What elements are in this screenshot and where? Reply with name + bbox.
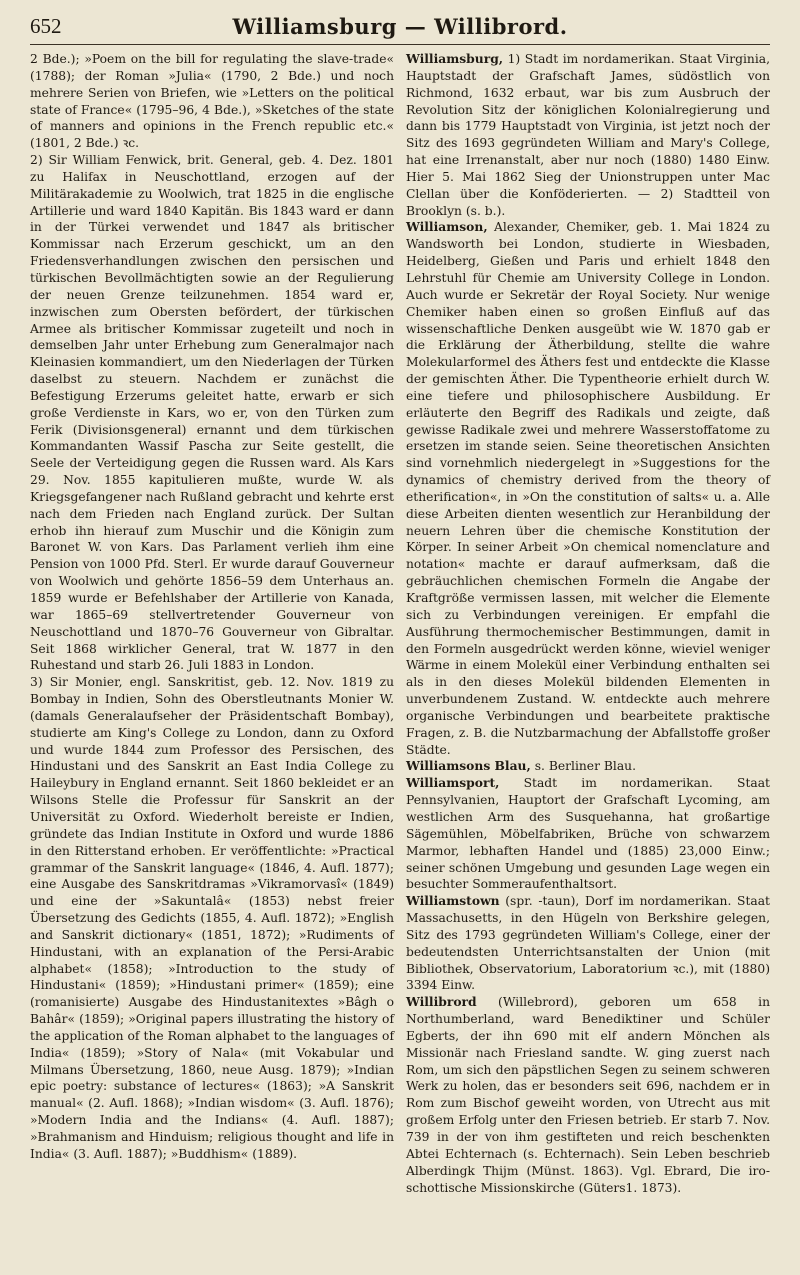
page-header — [30, 14, 770, 45]
entry-text: s. Berliner Blau. — [530, 759, 637, 774]
dictionary-entry — [406, 893, 770, 994]
entry-headword: Williamson, — [406, 219, 488, 235]
entry-headword: Williamsport, — [406, 775, 500, 791]
entry-headword: Williamsburg, — [406, 51, 504, 66]
entry-headword: Williamsons Blau, — [406, 758, 531, 774]
entry-headword: Williamstown — [406, 893, 500, 909]
dictionary-entry — [406, 219, 770, 758]
entry-headword: Willibrord — [406, 994, 477, 1010]
entry-text: Alexander, Chemiker, geb. 1. Mai 1824 zu Wandsworth bei London, studierte in Wiesbaden, Heidelberg, Gießen und Paris und erhielt 1848 den Lehrstuhl für Chemie am University College in London. Auch wurde er Sekretär der Royal Society. Nur wenige Chemiker haben einen so großen Einfluß auf das wissenschaftliche Denken ausgeübt wie W. 1870 gab er die Erklärung der Ätherbildung, stellte die wahre Molekularformel des Äthers fest und entdeckte die Klasse der gemischten Äther. Die Typentheorie erhielt durch W. eine tiefere und philosophischere Ausbildung. Er erläuterte den Begriff des Radikals und zeigte, daß gewisse Radikale zwei und mehrere Wasserstoffatome zu ersetzen im stande seien. Seine theoretischen Ansichten sind vornehmlich niedergelegt in »Suggestions for the dynamics of chemistry derived from the theory of etherification«, in »On the constitution of salts« u. a. Alle diese Arbeiten dienten wesentlich zur Heranbildung der neuern Lehren über die chemische Konstitution der Körper. In seiner Arbeit »On chemical nomenclature and notation« machte er darauf aufmerksam, daß die gebräuchlichen chemischen Formeln die Angabe der Kraftgröße vermissen lassen, mit welcher die Elemente sich zu Verbindungen vereinigen. Er empfahl die Ausführung thermochemischer Bestimmungen, damit in den Formeln ausgedrückt werden könne, wieviel weniger Wärme in einem Molekül einer Verbindung enthalten sei als in den dieses Molekül bildenden Elementen in unverbundenem Zustand. W. entdeckte auch mehrere organische Verbindungen und bearbeitete praktische Fragen, z. B. die Nutzbarmachung der Abfallstoffe großer Städte. — [406, 220, 770, 757]
dictionary-entry — [406, 51, 770, 219]
page-number: 652 — [30, 14, 62, 38]
left-column — [30, 51, 394, 1196]
entry-text: (Willebrord), geboren um 658 in Northumberland, ward Benediktiner und Schüler Egberts, der ihn 690 mit elf andern Mönchen als Missionär nach Friesland sandte. W. ging zuerst nach Rom, um sich den päpstlichen Segen zu seinem schweren Werk zu holen, das er besonders seit 696, nachdem er in Rom zum Bischof geweiht worden, von Utrecht aus mit großem Erfolg unter den Friesen betrieb. Er starb 7. Nov. 739 in der von ihm gestifteten und reich beschenkten Abtei Echternach (s. Echternach). Sein Leben beschrieb Alberdingk Thijm (Münst. 1863). Vgl. Ebrard, Die iro-schottische Missionskirche (Güters1. 1873). — [406, 995, 770, 1195]
entry-text: (spr. -taun), Dorf im nordamerikan. Staat Massachusetts, in den Hügeln von Berkshire gelegen, Sitz des 1793 gegründeten William's College, einer der bedeutendsten Unterrichtsanstalten der Union (mit Bibliothek, Observatorium, Laboratorium ꝛc.), mit (1880) 3394 Einw. — [406, 894, 770, 993]
entry-text: Stadt im nordamerikan. Staat Pennsylvanien, Hauptort der Grafschaft Lycoming, am westlichen Arm des Susquehanna, hat großartige Sägemühlen, Möbelfabriken, Brüche von schwarzem Marmor, lebhaften Handel und (1885) 23,000 Einw.; seiner schönen Umgebung und gesunden Lage wegen ein besuchter Sommeraufenthaltsort. — [406, 776, 770, 892]
entry-paragraph: 3) Sir Monier, engl. Sanskritist, geb. 12. Nov. 1819 zu Bombay in Indien, Sohn des Oberstleutnants Monier W. (damals Generalaufseher der Präsidentschaft Bombay), studierte am King's College zu London, dann zu Oxford und wurde 1844 zum Professor des Persischen, des Hindustani und des Sanskrit an East India College zu Haileybury in England ernannt. Seit 1860 bekleidet er an Wilsons Stelle die Professur für Sanskrit an der Universität zu Oxford. Wiederholt bereiste er Indien, gründete das Indian Institute in Oxford und wurde 1886 in den Ritterstand erhoben. Er veröffentlichte: »Practical grammar of the Sanskrit language« (1846, 4. Aufl. 1877); eine Ausgabe des Sanskritdramas »Vikramorvasî« (1849) und eine der »Sakuntalâ« (1853) nebst freier Übersetzung des Gedichts (1855, 4. Aufl. 1872); »English and Sanskrit dictionary« (1851, 1872); »Rudiments of Hindustani, with an explanation of the Persi-Arabic alphabet« (1858); »Introduction to the study of Hindustani« (1859); »Hindustani primer« (1859); eine (romanisierte) Ausgabe des Hindustanitextes »Bâgh o Bahâr« (1859); »Original papers illustrating the history of the application of the Roman alphabet to the languages of India« (1859); »Story of Nala« (mit Vokabular und Milmans Übersetzung, 1860, neue Ausg. 1879); »Indian epic poetry: substance of lectures« (1863); »A Sanskrit manual« (2. Aufl. 1868); »Indian wisdom« (3. Aufl. 1876); »Modern India and the Indians« (4. Aufl. 1887); »Brahmanism and Hinduism; religious thought and life in India« (3. Aufl. 1887); »Buddhism« (1889). — [30, 675, 394, 1161]
dictionary-entry — [406, 994, 770, 1196]
dictionary-entry — [406, 758, 770, 775]
right-column — [406, 51, 770, 1196]
entry-text: 1) Stadt im nordamerikan. Staat Virginia, Hauptstadt der Grafschaft James, südöstlich von Richmond, 1632 erbaut, war bis zum Ausbruch der Revolution Sitz der königlichen Kolonialregierung und dann bis 1779 Hauptstadt von Virginia, ist jetzt noch der Sitz des 1693 gegründeten William and Mary's College, hat eine Irrenanstalt, aber nur noch (1880) 1480 Einw. Hier 5. Mai 1862 Sieg der Unionstruppen unter Mac Clellan über die Konföderierten. — 2) Stadtteil von Brooklyn (s. b.). — [406, 52, 770, 218]
dictionary-entry — [406, 775, 770, 893]
running-head: Williamsburg — Willibrord. — [232, 14, 568, 39]
entry-paragraph: 2 Bde.); »Poem on the bill for regulating the slave-trade« (1788); der Roman »Julia« (1790, 2 Bde.) und noch mehrere Serien von Briefen, wie »Letters on the political state of France« (1795–96, 4 Bde.), »Sketches of the state of manners and opinions in the French republic etc.« (1801, 2 Bde.) ꝛc. — [30, 52, 394, 151]
text-columns — [30, 51, 770, 1196]
entry-paragraph: 2) Sir William Fenwick, brit. General, geb. 4. Dez. 1801 zu Halifax in Neuschottland, erzogen auf der Militärakademie zu Woolwich, trat 1825 in die englische Artillerie und ward 1840 Kapitän. Bis 1843 ward er dann in der Türkei verwendet und 1847 als britischer Kommissar nach Erzerum geschickt, um an den Friedensverhandlungen zwischen den persischen und türkischen Bevollmächtigten sowie an der Regulierung der neuen Grenze teilzunehmen. 1854 ward er, inzwischen zum Obersten befördert, der türkischen Armee als britischer Kommissar zugeteilt und noch in demselben Jahr unter Erhebung zum Generalmajor nach Kleinasien kommandiert, um den Niederlagen der Türken daselbst zu steuern. Nachdem er zunächst die Befestigung Erzerums geleitet hatte, erwarb er sich große Verdienste in Kars, wo er, von den Türken zum Ferik (Divisionsgeneral) ernannt und dem türkischen Kommandanten Wassif Pascha zur Seite gestellt, die Seele der Verteidigung gegen die Russen ward. Als Kars 29. Nov. 1855 kapitulieren mußte, wurde W. als Kriegsgefangener nach Rußland gebracht und kehrte erst nach dem Frieden nach England zurück. Der Sultan erhob ihn hierauf zum Muschir und die Königin zum Baronet W. von Kars. Das Parlament verlieh ihm eine Pension von 1000 Pfd. Sterl. Er wurde darauf Gouverneur von Woolwich und gehörte 1856–59 dem Unterhaus an. 1859 wurde er Befehlshaber der Artillerie von Kanada, war 1865–69 stellvertretender Gouverneur von Neuschottland und 1870–76 Gouverneur von Gibraltar. Seit 1868 wirklicher General, trat W. 1877 in den Ruhestand und starb 26. Juli 1883 in London. — [30, 153, 394, 673]
